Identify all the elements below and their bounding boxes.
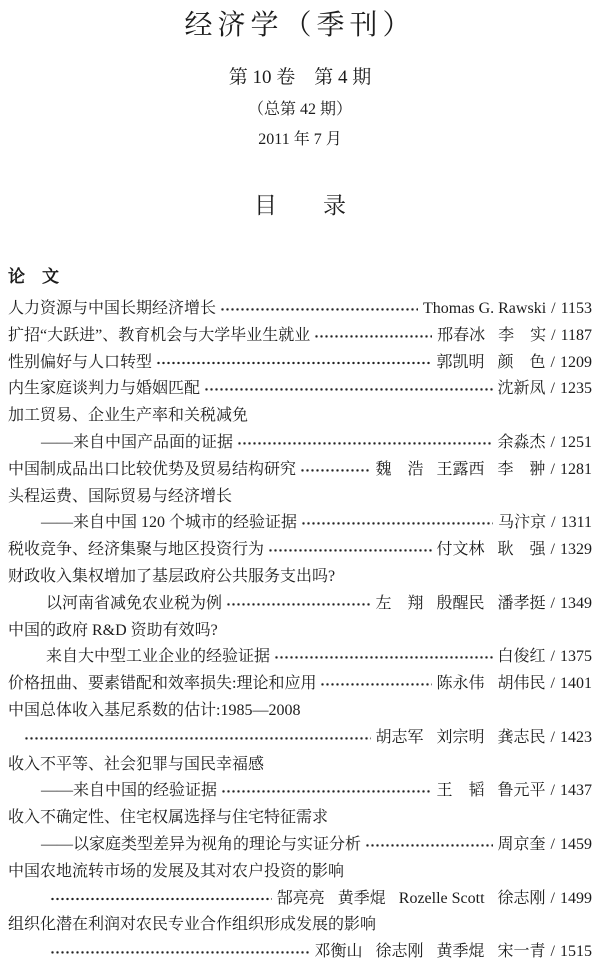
author-name: 宋一青: [497, 943, 546, 961]
page-number: 1375: [560, 648, 592, 666]
author-name: 郭凯明: [436, 353, 485, 371]
section-heading: 论 文: [8, 267, 59, 286]
page-separator: /: [551, 300, 556, 317]
toc-entry-line: [8, 805, 592, 832]
toc-entry-line: [8, 671, 592, 698]
page-separator: /: [550, 675, 555, 693]
page-number: 1281: [560, 460, 592, 478]
author-name: Rozelle Scott: [398, 889, 485, 907]
journal-header: [0, 0, 600, 220]
page-separator: /: [550, 648, 555, 666]
author-name: 潘孝挺: [497, 594, 546, 612]
author-name: 胡伟民: [497, 675, 546, 693]
dot-leader: [204, 376, 493, 403]
page-number: 1187: [560, 326, 592, 344]
entry-title: 中国农地流转市场的发展及其对农户投资的影响: [8, 862, 345, 880]
author-name: 魏 浩: [375, 460, 424, 478]
dot-leader: [50, 886, 272, 913]
entry-authors: [437, 537, 546, 564]
author-name: 李 实: [498, 326, 547, 344]
author-name: 陈永伟: [436, 675, 485, 693]
author-name: 李 翀: [497, 460, 546, 478]
dot-leader: [320, 671, 431, 698]
toc-entry-line: [8, 403, 592, 430]
page-separator: /: [551, 326, 556, 344]
toc-entry-line: [8, 537, 592, 564]
page-separator: /: [550, 460, 555, 478]
entry-title: ——来自中国 120 个城市的经验证据: [41, 514, 298, 532]
toc-entry-line: [8, 323, 592, 350]
dot-leader: [300, 457, 370, 484]
toc-entry-line: [8, 350, 592, 377]
page-number: 1459: [560, 835, 592, 853]
author-name: Thomas G. Rawski: [423, 300, 547, 317]
author-name: 余淼杰: [497, 433, 546, 451]
entry-authors: [498, 644, 546, 671]
author-name: 马汴京: [498, 514, 547, 532]
page-separator: /: [550, 380, 555, 398]
dot-leader: [268, 537, 432, 564]
author-name: 王露西: [436, 460, 485, 478]
page-separator: /: [550, 353, 555, 371]
toc-title: 目 录: [254, 193, 346, 218]
entry-title: 税收竞争、经济集聚与地区投资行为: [8, 541, 265, 559]
toc-entry-line: [8, 644, 592, 671]
entry-authors: [498, 430, 546, 457]
toc-entry-line: [8, 591, 592, 618]
entry-title: 组织化潜在利润对农民专业合作组织形成发展的影响: [8, 916, 377, 934]
entry-title: 价格扭曲、要素错配和效率损失:理论和应用: [8, 675, 317, 693]
dot-leader: [220, 296, 418, 323]
page-number: 1329: [560, 541, 592, 559]
volume-issue: 第 10 卷 第 4 期: [228, 67, 372, 88]
toc-entry-line: [8, 510, 592, 537]
toc-entry-line: [8, 939, 592, 964]
author-name: 郜亮亮: [276, 889, 325, 907]
toc-entry-line: [8, 296, 592, 323]
author-name: 胡志军: [375, 728, 424, 746]
dot-leader: [314, 323, 432, 350]
entry-title: 内生家庭谈判力与婚姻匹配: [8, 380, 201, 398]
entry-title: 人力资源与中国长期经济增长: [8, 300, 217, 317]
entry-authors: [376, 457, 546, 484]
author-name: 邢春冰: [437, 326, 486, 344]
page-separator: /: [551, 514, 556, 532]
entry-authors: [498, 832, 546, 859]
page-number: 1153: [560, 300, 592, 317]
author-name: 徐志刚: [497, 889, 546, 907]
page-number: 1235: [560, 380, 592, 398]
toc-entry-line: [8, 376, 592, 403]
entry-title: 以河南省减免农业税为例: [46, 594, 223, 612]
toc-entry-line: [8, 886, 592, 913]
dot-leader: [226, 591, 370, 618]
toc-entry-line: [8, 484, 592, 511]
toc-entry-line: [8, 698, 592, 725]
entry-authors: [423, 296, 546, 323]
page-number: 1401: [560, 675, 592, 693]
entry-title: 中国制成品出口比较优势及贸易结构研究: [8, 460, 297, 478]
entry-title: 财政收入集权增加了基层政府公共服务支出吗?: [8, 567, 336, 585]
page-number: 1251: [560, 433, 592, 451]
dot-leader: [221, 778, 432, 805]
dot-leader: [50, 939, 309, 964]
page-number: 1209: [560, 353, 592, 371]
issue-date: 2011 年 7 月: [258, 131, 342, 148]
page-separator: /: [550, 835, 555, 853]
author-name: 徐志刚: [375, 943, 424, 961]
toc-entry-line: [8, 457, 592, 484]
author-name: 黄季焜: [337, 889, 386, 907]
author-name: 付文林: [436, 541, 485, 559]
entry-authors: [437, 778, 546, 805]
page-separator: /: [550, 889, 555, 907]
toc-entry-line: [8, 859, 592, 886]
toc-entry-line: [8, 725, 592, 752]
author-name: 左 翔: [375, 594, 424, 612]
entry-authors: [314, 939, 545, 964]
dot-leader: [274, 644, 493, 671]
author-name: 周京奎: [497, 835, 546, 853]
page-number: 1499: [560, 889, 592, 907]
author-name: 鲁元平: [497, 782, 546, 800]
entry-title: 加工贸易、企业生产率和关税减免: [8, 407, 249, 425]
author-name: 耿 强: [497, 541, 546, 559]
toc-entry-line: [8, 618, 592, 645]
entry-title: 收入不平等、社会犯罪与国民幸福感: [8, 755, 265, 773]
entry-title: 收入不确定性、住宅权属选择与住宅特征需求: [8, 809, 329, 827]
journal-title: 经济学（季刊）: [184, 10, 416, 41]
entry-authors: [376, 591, 546, 618]
author-name: 龚志民: [497, 728, 546, 746]
author-name: 殷醒民: [436, 594, 485, 612]
author-name: 白俊红: [497, 648, 546, 666]
entry-authors: [437, 323, 546, 350]
cumulative-issue: （总第 42 期）: [247, 101, 352, 118]
entry-title: 性别偏好与人口转型: [8, 353, 153, 371]
toc-entry-line: [8, 564, 592, 591]
entry-authors: [437, 350, 546, 377]
page-number: 1349: [560, 594, 592, 612]
entry-authors: [498, 510, 546, 537]
entry-title: 中国的政府 R&D 资助有效吗?: [8, 621, 218, 639]
entry-title: ——来自中国产品面的证据: [41, 433, 234, 451]
dot-leader: [365, 832, 493, 859]
entry-title: 扩招“大跃进”、教育机会与大学毕业生就业: [8, 326, 311, 344]
toc-entry-line: [8, 752, 592, 779]
dot-leader: [24, 725, 371, 752]
page-number: 1437: [560, 782, 592, 800]
entry-authors: [277, 886, 546, 913]
page-separator: /: [550, 594, 555, 612]
toc-entry-line: [8, 832, 592, 859]
page-number: 1515: [560, 943, 592, 961]
entry-title: ——以家庭类型差异为视角的理论与实证分析: [41, 835, 362, 853]
author-name: 黄季焜: [436, 943, 485, 961]
page-separator: /: [550, 433, 555, 451]
page-separator: /: [550, 943, 555, 961]
entry-title: 头程运费、国际贸易与经济增长: [8, 487, 233, 505]
page-number: 1423: [560, 728, 592, 746]
page-separator: /: [550, 541, 555, 559]
author-name: 邓衡山: [314, 943, 363, 961]
entry-title: ——来自中国的经验证据: [41, 782, 218, 800]
page-separator: /: [550, 782, 555, 800]
author-name: 颜 色: [497, 353, 546, 371]
author-name: 王 韬: [436, 782, 485, 800]
entry-authors: [437, 671, 546, 698]
author-name: 沈新凤: [497, 380, 546, 398]
toc-entry-line: [8, 778, 592, 805]
toc-entry-line: [8, 912, 592, 939]
page-separator: /: [550, 728, 555, 746]
page-number: 1311: [560, 514, 592, 532]
entry-authors: [498, 376, 546, 403]
dot-leader: [301, 510, 493, 537]
entry-authors: [376, 725, 546, 752]
entry-title: 中国总体收入基尼系数的估计:1985—2008: [8, 701, 301, 719]
toc-entry-line: [8, 430, 592, 457]
author-name: 刘宗明: [436, 728, 485, 746]
toc-main: [0, 266, 600, 964]
entry-title: 来自大中型工业企业的经验证据: [46, 648, 271, 666]
dot-leader: [237, 430, 493, 457]
toc-entries: [8, 296, 592, 964]
dot-leader: [156, 350, 432, 377]
